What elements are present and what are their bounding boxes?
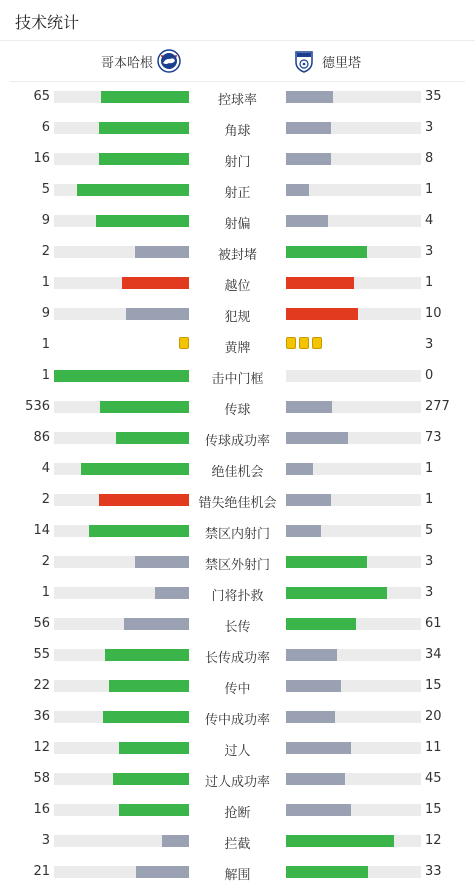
home-team-name: 哥本哈根	[100, 55, 153, 71]
away-bar	[286, 277, 421, 289]
away-value: 5	[425, 523, 434, 538]
home-value: 14	[33, 523, 50, 538]
home-bar	[54, 215, 189, 227]
away-value: 0	[425, 368, 434, 383]
away-bar	[286, 556, 421, 568]
home-bar-fill	[124, 618, 189, 630]
stat-label: 绝佳机会	[211, 465, 264, 480]
home-bar	[54, 804, 189, 816]
stat-label: 角球	[224, 124, 251, 139]
stat-row	[0, 81, 475, 112]
home-value: 36	[33, 709, 50, 724]
home-value: 16	[33, 802, 50, 817]
stat-row	[0, 360, 475, 391]
away-bar	[286, 866, 421, 878]
stat-label: 越位	[224, 279, 251, 294]
home-value: 22	[33, 678, 50, 693]
home-bar	[54, 370, 189, 382]
away-value: 8	[425, 151, 434, 166]
away-value: 3	[425, 244, 434, 259]
stat-row	[0, 577, 475, 608]
away-value: 61	[425, 616, 442, 631]
stat-row	[0, 856, 475, 887]
away-value: 1	[425, 461, 434, 476]
home-bar-fill	[135, 556, 189, 568]
away-team-logo-icon	[292, 49, 316, 73]
stat-label: 门将扑救	[211, 589, 264, 604]
stat-row	[0, 484, 475, 515]
away-bar-fill	[286, 804, 351, 816]
home-bar-fill	[101, 91, 189, 103]
away-bar-fill	[286, 184, 309, 196]
home-bar	[54, 618, 189, 630]
home-bar	[54, 401, 189, 413]
stat-row	[0, 298, 475, 329]
home-bar-fill	[100, 401, 189, 413]
away-bar-fill	[286, 556, 367, 568]
stat-row	[0, 763, 475, 794]
home-value: 2	[41, 492, 50, 507]
away-value: 45	[425, 771, 442, 786]
away-value: 277	[425, 399, 450, 414]
home-bar-fill	[162, 835, 189, 847]
away-value: 11	[425, 740, 442, 755]
home-bar-fill	[99, 494, 189, 506]
home-bar-fill	[126, 308, 189, 320]
stat-label: 击中门框	[211, 372, 264, 387]
away-bar	[286, 804, 421, 816]
stat-label: 黄牌	[224, 341, 251, 356]
away-bar-fill	[286, 308, 358, 320]
stat-row	[0, 732, 475, 763]
stat-label: 长传	[224, 620, 251, 635]
home-value: 9	[41, 306, 50, 321]
home-value: 5	[41, 182, 50, 197]
away-bar-fill	[286, 122, 331, 134]
stat-label: 控球率	[217, 93, 257, 108]
stat-row	[0, 546, 475, 577]
home-value: 86	[33, 430, 50, 445]
stat-row	[0, 174, 475, 205]
away-team[interactable]	[292, 49, 361, 73]
stat-label: 犯规	[224, 310, 251, 325]
away-bar-fill	[286, 153, 331, 165]
away-bar	[286, 215, 421, 227]
home-value: 1	[41, 368, 50, 383]
stats-list	[0, 81, 475, 887]
away-bar	[286, 184, 421, 196]
stat-label: 射门	[224, 155, 251, 170]
away-bar-fill	[286, 463, 313, 475]
home-bar	[54, 587, 189, 599]
yellow-card-icon	[179, 337, 189, 349]
away-value: 1	[425, 492, 434, 507]
home-value: 2	[41, 554, 50, 569]
away-value: 3	[425, 585, 434, 600]
away-value: 73	[425, 430, 442, 445]
away-bar-fill	[286, 277, 354, 289]
away-bar	[286, 494, 421, 506]
home-value: 6	[41, 120, 50, 135]
away-bar	[286, 246, 421, 258]
stat-label: 过人成功率	[204, 775, 270, 790]
home-bar-fill	[89, 525, 189, 537]
yellow-card-icon	[312, 337, 322, 349]
home-bar-fill	[109, 680, 189, 692]
home-bar-fill	[122, 277, 190, 289]
home-value: 4	[41, 461, 50, 476]
away-bar	[286, 773, 421, 785]
stat-row	[0, 205, 475, 236]
away-bar	[286, 525, 421, 537]
away-bar-fill	[286, 618, 356, 630]
stat-label: 射偏	[224, 217, 251, 232]
away-value: 10	[425, 306, 442, 321]
stat-label: 禁区内射门	[204, 527, 270, 542]
away-value: 34	[425, 647, 442, 662]
stat-label: 抢断	[224, 806, 251, 821]
home-bar	[54, 91, 189, 103]
home-bar	[54, 122, 189, 134]
stat-row	[0, 639, 475, 670]
away-value: 15	[425, 678, 442, 693]
home-value: 2	[41, 244, 50, 259]
away-bar-fill	[286, 711, 335, 723]
home-value: 56	[33, 616, 50, 631]
home-bar-fill	[81, 463, 189, 475]
away-value: 20	[425, 709, 442, 724]
page-title: 技术统计	[15, 13, 80, 32]
stat-row	[0, 701, 475, 732]
away-bar-fill	[286, 401, 332, 413]
away-bar-fill	[286, 525, 321, 537]
away-bar	[286, 587, 421, 599]
home-bar-fill	[116, 432, 189, 444]
away-value: 35	[425, 89, 442, 104]
stat-row	[0, 112, 475, 143]
away-bar	[286, 835, 421, 847]
stat-row	[0, 670, 475, 701]
home-bar-fill	[99, 153, 189, 165]
home-bar	[54, 308, 189, 320]
home-bar-fill	[77, 184, 189, 196]
away-value: 12	[425, 833, 442, 848]
away-team-name: 德里塔	[322, 55, 362, 71]
stat-row	[0, 453, 475, 484]
home-bar	[54, 153, 189, 165]
home-bar-fill	[155, 587, 189, 599]
away-bar-fill	[286, 215, 328, 227]
home-bar	[54, 463, 189, 475]
home-bar	[54, 835, 189, 847]
stat-label: 长传成功率	[204, 651, 270, 666]
away-bar	[286, 401, 421, 413]
home-bar	[54, 525, 189, 537]
away-bar	[286, 618, 421, 630]
home-value: 55	[33, 647, 50, 662]
home-value: 65	[33, 89, 50, 104]
home-value: 16	[33, 151, 50, 166]
away-bar	[286, 649, 421, 661]
stat-label: 射正	[224, 186, 251, 201]
home-value: 1	[41, 275, 50, 290]
away-bar-fill	[286, 835, 394, 847]
home-bar	[54, 711, 189, 723]
away-bar	[286, 432, 421, 444]
away-value: 1	[425, 182, 434, 197]
away-bar-fill	[286, 649, 337, 661]
stat-label: 解围	[224, 868, 251, 883]
home-bar-fill	[96, 215, 189, 227]
away-value: 33	[425, 864, 442, 879]
away-bar	[286, 711, 421, 723]
away-bar-fill	[286, 91, 333, 103]
away-bar-fill	[286, 587, 387, 599]
stat-row	[0, 329, 475, 360]
stat-label: 传球成功率	[204, 434, 270, 449]
home-bar	[54, 494, 189, 506]
away-value: 3	[425, 337, 434, 352]
stat-label: 传球	[224, 403, 251, 418]
away-bar	[286, 680, 421, 692]
away-value: 4	[425, 213, 434, 228]
stat-row	[0, 608, 475, 639]
away-bar	[286, 463, 421, 475]
away-bar	[286, 370, 421, 382]
stat-row	[0, 267, 475, 298]
stat-row	[0, 825, 475, 856]
home-bar	[54, 432, 189, 444]
home-team-logo-icon	[157, 49, 181, 73]
stat-label: 错失绝佳机会	[198, 496, 277, 511]
home-value: 536	[25, 399, 50, 414]
stat-row	[0, 143, 475, 174]
away-bar-fill	[286, 742, 351, 754]
stat-row	[0, 794, 475, 825]
stat-label: 禁区外射门	[204, 558, 270, 573]
yellow-card-icon	[286, 337, 296, 349]
home-value: 58	[33, 771, 50, 786]
home-team[interactable]	[101, 49, 181, 73]
away-bar-fill	[286, 866, 368, 878]
stat-row	[0, 422, 475, 453]
stat-label: 传中	[224, 682, 251, 697]
stat-label: 过人	[224, 744, 251, 759]
teams-header	[10, 41, 465, 82]
home-bar	[54, 556, 189, 568]
home-value: 21	[33, 864, 50, 879]
home-bar	[54, 649, 189, 661]
home-bar-fill	[136, 866, 189, 878]
away-yellow-cards	[286, 337, 322, 349]
stat-row	[0, 391, 475, 422]
away-bar	[286, 742, 421, 754]
home-bar	[54, 680, 189, 692]
away-value: 3	[425, 554, 434, 569]
home-value: 3	[41, 833, 50, 848]
home-bar-fill	[99, 122, 189, 134]
home-bar-fill	[54, 370, 189, 382]
home-value: 12	[33, 740, 50, 755]
home-value: 1	[41, 337, 50, 352]
home-bar-fill	[105, 649, 189, 661]
home-bar	[54, 773, 189, 785]
home-bar	[54, 246, 189, 258]
home-bar-fill	[113, 773, 189, 785]
page-header	[0, 0, 475, 41]
home-bar	[54, 742, 189, 754]
home-bar	[54, 277, 189, 289]
away-bar-fill	[286, 773, 345, 785]
away-value: 15	[425, 802, 442, 817]
stat-label: 被封堵	[217, 248, 257, 263]
away-bar	[286, 122, 421, 134]
away-value: 1	[425, 275, 434, 290]
home-yellow-cards	[179, 337, 189, 349]
away-bar-fill	[286, 246, 367, 258]
away-bar	[286, 308, 421, 320]
home-bar-fill	[135, 246, 189, 258]
stat-row	[0, 236, 475, 267]
home-bar-fill	[103, 711, 189, 723]
away-bar	[286, 153, 421, 165]
away-bar-fill	[286, 494, 331, 506]
home-bar-fill	[119, 804, 189, 816]
yellow-card-icon	[299, 337, 309, 349]
stat-row	[0, 515, 475, 546]
home-bar	[54, 184, 189, 196]
home-bar	[54, 866, 189, 878]
home-value: 9	[41, 213, 50, 228]
away-value: 3	[425, 120, 434, 135]
home-value: 1	[41, 585, 50, 600]
home-bar-fill	[119, 742, 189, 754]
away-bar-fill	[286, 680, 341, 692]
away-bar	[286, 91, 421, 103]
away-bar-fill	[286, 432, 348, 444]
stat-label: 传中成功率	[204, 713, 270, 728]
stat-label: 拦截	[224, 837, 251, 852]
